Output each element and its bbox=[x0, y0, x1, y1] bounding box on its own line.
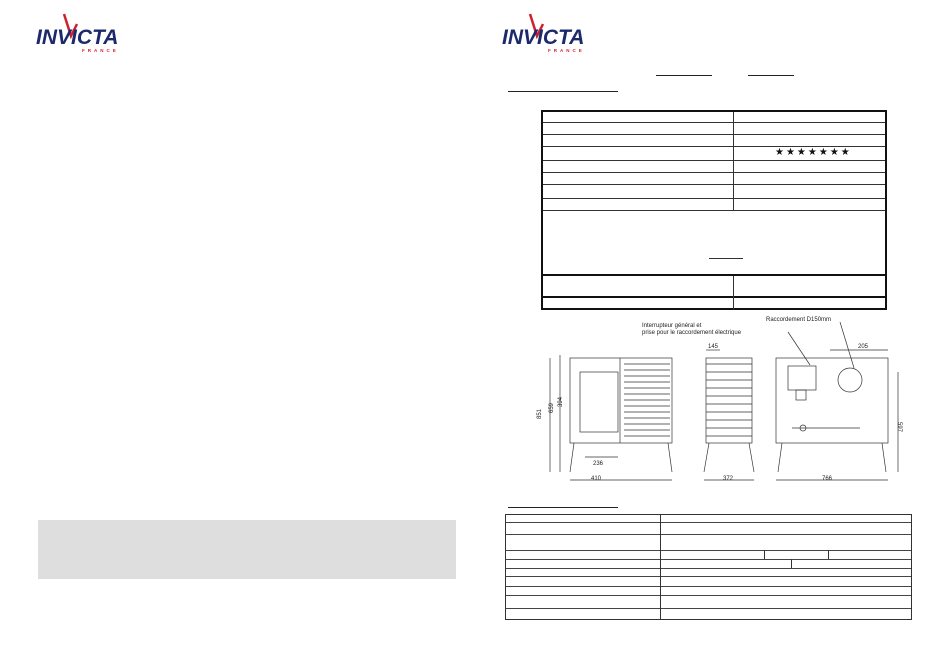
dim-372: 372 bbox=[723, 476, 734, 482]
logo-subtitle: FRANCE bbox=[548, 48, 585, 53]
brand-logo-right bbox=[502, 12, 617, 52]
dim-851: 851 bbox=[537, 408, 543, 419]
install-col-divider bbox=[828, 550, 829, 559]
dim-766: 766 bbox=[822, 476, 833, 482]
efficiency-stars: ★★★★★★★ bbox=[775, 147, 852, 158]
heading-underline bbox=[656, 75, 712, 76]
spec-col-divider bbox=[733, 112, 734, 210]
dim-659: 659 bbox=[549, 402, 555, 413]
dim-205: 205 bbox=[858, 344, 869, 350]
dim-394: 394 bbox=[558, 396, 564, 407]
install-col-divider bbox=[791, 559, 792, 568]
spec-row bbox=[543, 184, 885, 199]
heading-underline bbox=[748, 75, 794, 76]
side-view bbox=[704, 350, 754, 480]
rear-view bbox=[776, 322, 898, 480]
spec-table bbox=[541, 110, 887, 310]
callout-switch-line1: Interrupteur général et bbox=[642, 323, 702, 329]
dim-410: 410 bbox=[591, 476, 602, 482]
install-row bbox=[506, 534, 911, 551]
note-box bbox=[38, 520, 456, 579]
spec-col-divider bbox=[733, 276, 734, 310]
callout-flue: Raccordement D150mm bbox=[766, 317, 832, 323]
spec-row bbox=[543, 198, 885, 211]
logo-wordmark: INVICTA bbox=[36, 26, 119, 49]
dim-597: 597 bbox=[896, 422, 902, 433]
logo-wordmark: INVICTA bbox=[502, 26, 585, 49]
front-grille bbox=[624, 364, 670, 436]
brand-logo-left bbox=[36, 12, 151, 52]
dim-145: 145 bbox=[708, 344, 719, 350]
technical-drawing bbox=[520, 310, 920, 490]
front-view bbox=[550, 355, 672, 480]
install-col-divider bbox=[660, 515, 661, 619]
heading-underline bbox=[508, 507, 618, 508]
section-underline bbox=[709, 258, 743, 259]
install-col-divider bbox=[764, 550, 765, 559]
logo-subtitle: FRANCE bbox=[82, 48, 119, 53]
callout-switch-line2: prise pour le raccordement électrique bbox=[642, 330, 742, 336]
spec-row bbox=[543, 276, 885, 298]
dim-236: 236 bbox=[593, 461, 604, 467]
heading-underline bbox=[508, 91, 618, 92]
install-row bbox=[506, 595, 911, 609]
installation-table bbox=[505, 514, 912, 620]
